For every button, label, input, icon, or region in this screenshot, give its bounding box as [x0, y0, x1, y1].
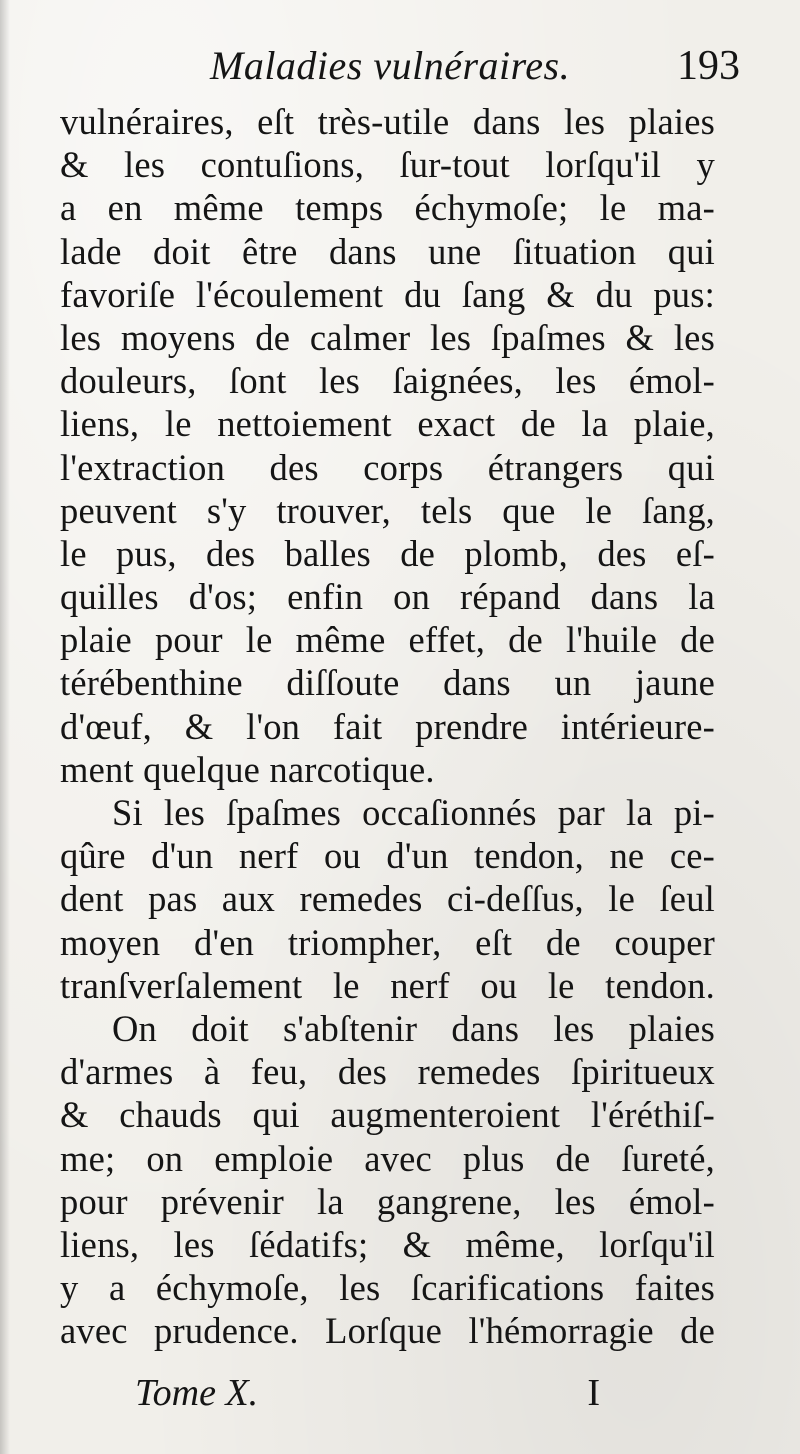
- text-line: quilles d'os; enfin on répand dans la: [60, 576, 715, 618]
- text-line: douleurs, ſont les ſaignées, les émol-: [60, 360, 715, 402]
- text-line: dent pas aux remedes ci-deſſus, le ſeul: [60, 878, 715, 920]
- text-line: a en même temps échymoſe; le ma-: [60, 187, 715, 229]
- text-line: y a échymoſe, les ſcarifications faites: [60, 1267, 715, 1309]
- signature-mark: I: [587, 1372, 600, 1414]
- paragraph-end-line: tranſverſalement le nerf ou le tendon.: [60, 964, 715, 1006]
- text-line: liens, le nettoiement exact de la plaie,: [60, 403, 715, 445]
- text-line: moyen d'en triompher, eſt de couper: [60, 921, 715, 963]
- text-line: peuvent s'y trouver, tels que le ſang,: [60, 489, 715, 531]
- text-line: l'extraction des corps étrangers qui: [60, 446, 715, 488]
- text-line: le pus, des balles de plomb, des eſ-: [60, 532, 715, 574]
- text-line: liens, les ſédatifs; & même, lorſqu'il: [60, 1223, 715, 1265]
- text-line: vulnéraires, eſt très-utile dans les plaies: [60, 101, 715, 142]
- text-line: plaie pour le même effet, de l'huile de: [60, 619, 715, 661]
- text-line: favoriſe l'écoulement du ſang & du pus:: [60, 273, 715, 315]
- page-footer: [135, 1368, 600, 1418]
- text-line: d'œuf, & l'on fait prendre intérieure-: [60, 705, 715, 747]
- volume-signature: Tome X.: [135, 1372, 259, 1414]
- text-line: & les contuſions, ſur-tout lorſqu'il y: [60, 144, 715, 186]
- text-line: me; on emploie avec plus de ſureté,: [60, 1137, 715, 1179]
- body-text: [60, 100, 715, 1352]
- page-header: [60, 36, 740, 96]
- text-line: lade doit être dans une ſituation qui: [60, 230, 715, 272]
- page-gutter-shadow: [0, 0, 10, 1454]
- text-line: les moyens de calmer les ſpaſmes & les: [60, 316, 715, 358]
- text-line: qûre d'un nerf ou d'un tendon, ne ce-: [60, 835, 715, 877]
- page-number: 193: [677, 43, 740, 89]
- text-line: d'armes à feu, des remedes ſpiritueux: [60, 1051, 715, 1093]
- paragraph-start-line: On doit s'abſtenir dans les plaies: [112, 1007, 715, 1049]
- text-line: & chauds qui augmenteroient l'éréthiſ-: [60, 1094, 715, 1136]
- text-line: térébenthine diſſoute dans un jaune: [60, 662, 715, 704]
- paragraph-end-line: ment quelque narcotique.: [60, 748, 435, 790]
- paragraph-start-line: Si les ſpaſmes occaſionnés par la pi-: [112, 792, 715, 833]
- text-line: avec prudence. Lorſque l'hémorragie de: [60, 1310, 715, 1352]
- running-title: Maladies vulnéraires.: [210, 43, 571, 88]
- text-line: pour prévenir la gangrene, les émol-: [60, 1180, 715, 1222]
